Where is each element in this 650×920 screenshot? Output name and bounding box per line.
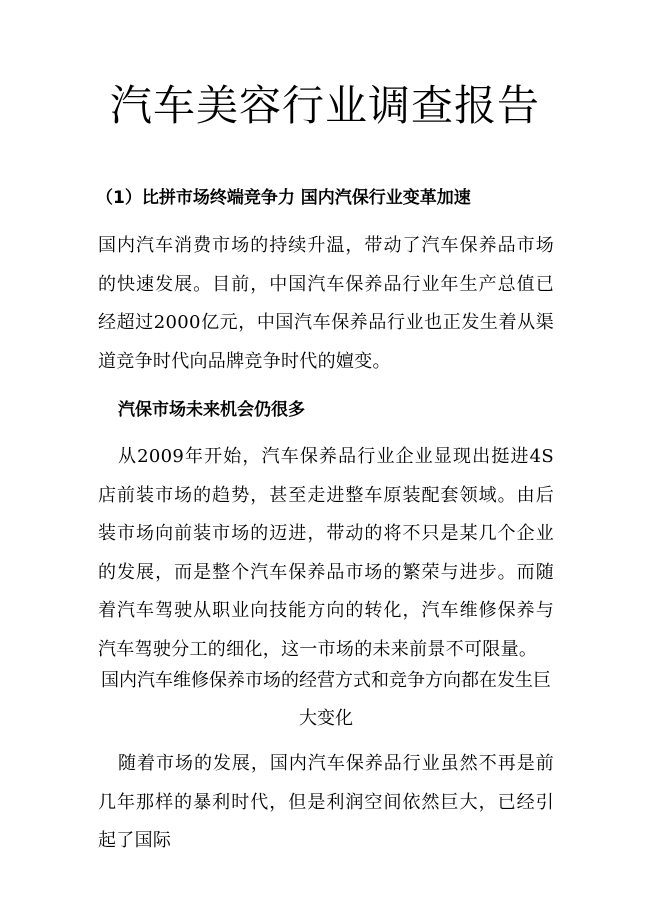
section-heading-opportunities: 汽保市场未来机会仍很多	[118, 400, 305, 420]
section-heading-competition: （1）比拼市场终端竞争力 国内汽保行业变革加速	[96, 188, 471, 208]
paragraph-front-market: 从2009年开始，汽车保养品行业企业显现出挺进4S 店前装市场的趋势，甚至走进整车原装配套领域。由后装市场向前装市场的迈进，带动的将不只是某几个企业的发展，而是整个汽车保养品市场的繁荣与进步。而随着汽车驾驶从职业向技能方向的转化，汽车维修保养与汽车驾驶分工的细化，这一市场的未来前景不可限量。	[98, 446, 554, 660]
section-heading-business-change: 国内汽车维修保养市场的经营方式和竞争方向都在发生巨大变化	[101, 670, 551, 729]
document-title: 汽车美容行业调查报告	[109, 81, 540, 130]
paragraph-market-growth: 国内汽车消费市场的持续升温，带动了汽车保养品市场的快速发展。目前，中国汽车保养品行业年生产总值已经超过2000亿元，中国汽车保养品行业也正发生着从渠道竞争时代向品牌竞争时代的嬗变。	[98, 235, 554, 372]
paragraph-profit-space: 随着市场的发展，国内汽车保养品行业虽然不再是前几年那样的暴利时代，但是利润空间依然巨大，已经引起了国际	[98, 753, 554, 851]
